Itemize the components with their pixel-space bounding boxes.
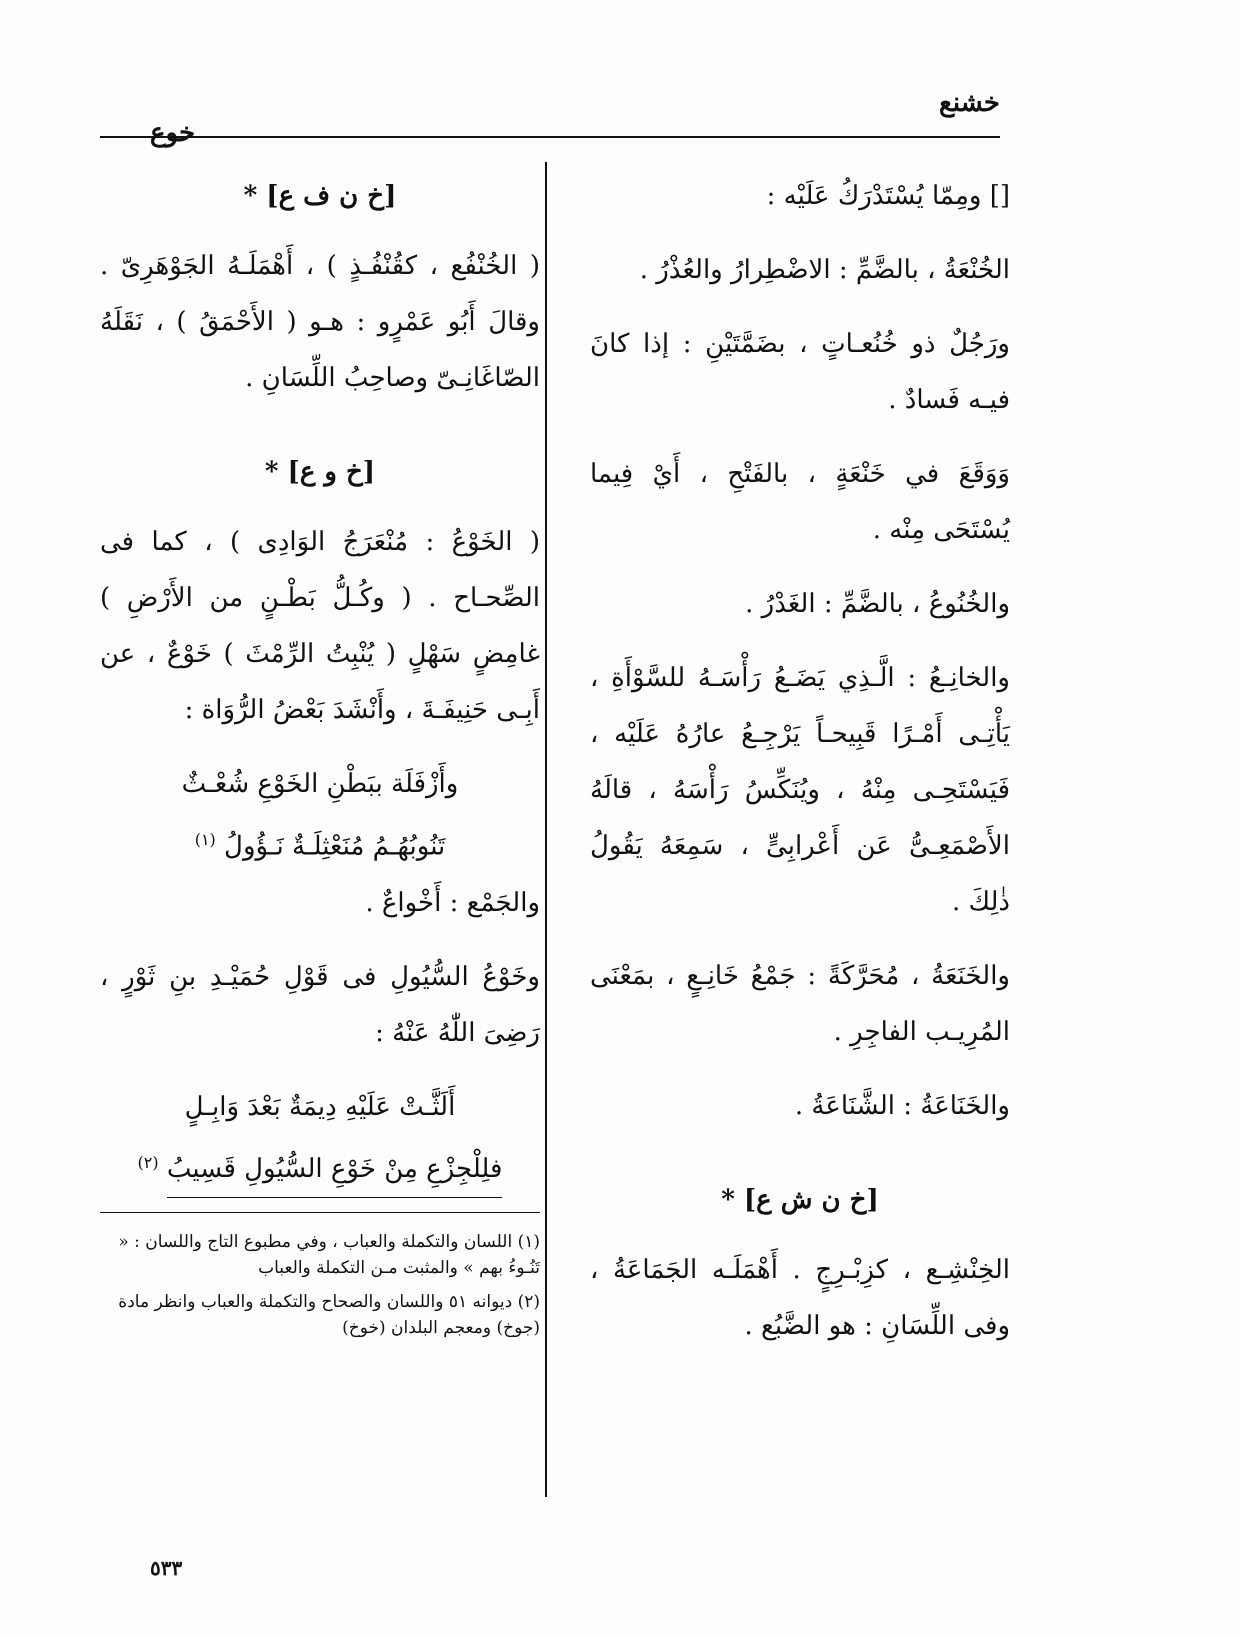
definition-paragraph: وَوَقَعَ في خَنْعَةٍ ، بالفَتْحِ ، أَيْ فِيما يُسْتَحَى مِنْه . <box>590 459 1010 545</box>
entry-heading-khnfe: [خ ن ف ع] * <box>243 181 397 211</box>
verse-line: وأَزْفَلَة ببَطْنِ الخَوْعِ شُعْـثٌ <box>181 769 459 799</box>
verse-1 <box>100 756 540 875</box>
running-header-left: خوع <box>150 118 196 148</box>
column-divider <box>545 162 547 1497</box>
definition-paragraph: والخَنَعَةُ ، مُحَرَّكَةً : جَمْعُ خَانِـعٍ ، بمَعْنَى المُرِيـب الفاجِرِ . <box>590 961 1010 1047</box>
left-column <box>100 168 540 1349</box>
footnote-rule <box>100 1212 540 1213</box>
right-column <box>590 168 1010 1372</box>
footnote: (٢) ديوانه ٥١ واللسان والصحاح والتكملة والعباب وانظر مادة (جوخ) ومعجم البلدان (خوخ) <box>118 1292 540 1339</box>
footnote-marker: (١) <box>194 830 216 849</box>
header-rule <box>100 136 1000 138</box>
definition-paragraph: الخُنْعَةُ ، بالضَّمِّ : الاضْطِرارُ والعُذْرُ . <box>639 255 1010 285</box>
verse-text: تَنُوبُهُـمُ مُنَعْثِلَـةٌ نَـؤُولُ <box>224 831 446 862</box>
entry-text-khnfe: ( الخُنْفُع ، كقُنْفُـذٍ ) ، أَهْمَلَـهُ الجَوْهَرِىّ . وقالَ أَبُو عَمْرٍو : هـو ( الأَحْمَقُ ) ، نَقَلَهُ الصّاغَانِـىّ وصاحِبُ اللِّسَانِ . <box>100 251 540 393</box>
verse-line <box>100 812 540 875</box>
entry-heading-khwe: [خ و ع] * <box>264 457 376 487</box>
definition-paragraph: والخانِـعُ : الَّـذِي يَضَـعُ رَأْسَـهُ للسَّوْأَةِ ، يَأْتِـى أَمْـرًا قَبِيحـاً يَرْجِـعُ عارُهُ عَلَيْه ، فَيَسْتَحِـى مِنْهُ ، ويُنَكِّسُ رَأْسَهُ ، قالَهُ الأَصْمَعِـىُّ عَن أَعْرابِىٍّ ، سَمِعَهُ يَقُولُ ذٰلِكَ . <box>590 663 1010 917</box>
footnote: (١) اللسان والتكملة والعباب ، وفي مطبوع التاج واللسان : « تَنُـوءُ بهم » والمثبت مـن التكملة والعباب <box>118 1232 540 1279</box>
footnotes <box>100 1229 540 1341</box>
page-number: ٥٣٣ <box>150 1556 183 1580</box>
verse-line: أَلَثَّـتْ عَلَيْهِ دِيمَةٌ بَعْدَ وَابِـلٍ <box>184 1091 456 1122</box>
verse-line <box>100 1135 540 1199</box>
supplement-intro: [] ومِمّا يُسْتَدْرَكُ عَلَيْه : <box>766 181 1010 211</box>
verse-2 <box>100 1079 540 1199</box>
entry-text-khnshe: الخِنْشِـع ، كزِبْـرِجٍ . أَهْمَلَـه الجَمَاعَةُ ، وفى اللِّسَانِ : هو الضَّبُع . <box>590 1255 1010 1341</box>
plural-text: والجَمْع : أَخْواعٌ . <box>365 887 540 918</box>
verse-text: فلِلْجِزْعِ مِنْ خَوْعِ السُّيُولِ قَسِيبُ <box>167 1141 503 1198</box>
footnote-marker: (٢) <box>137 1152 159 1172</box>
entry-heading-khnshe: [خ ن ش ع] * <box>721 1185 879 1215</box>
definition-paragraph: والخَنَاعَةُ : الشَّنَاعَةُ . <box>794 1091 1010 1121</box>
entry-text-khwe: ( الخَوْعُ : مُنْعَرَجُ الوَادِى ) ، كما فى الصِّحـاح . ( وكُـلُّ بَطْـنٍ من الأَرْضِ ) غامِضٍ سَهْلٍ ( يُنْبِتُ الرِّمْثَ ) خَوْعٌ ، عن أَبِـى حَنِيفَـةَ ، وأَنْشَدَ بَعْضُ الرُّوَاة : <box>100 527 540 725</box>
running-header-right: خشنع <box>939 88 1000 118</box>
definition-paragraph: ورَجُلٌ ذو خُنُعـاتٍ ، بضَمَّتَيْنِ : إذا كانَ فيـه فَسادٌ . <box>590 329 1010 415</box>
sayl-text: وخَوْعُ السُّيُولِ فى قَوْلِ حُمَيْـدِ بنِ ثَوْرٍ ، رَضِىَ اللّٰهُ عَنْهُ : <box>100 961 540 1048</box>
definition-paragraph: والخُنُوعُ ، بالضَّمِّ : الغَدْرُ . <box>745 589 1010 619</box>
